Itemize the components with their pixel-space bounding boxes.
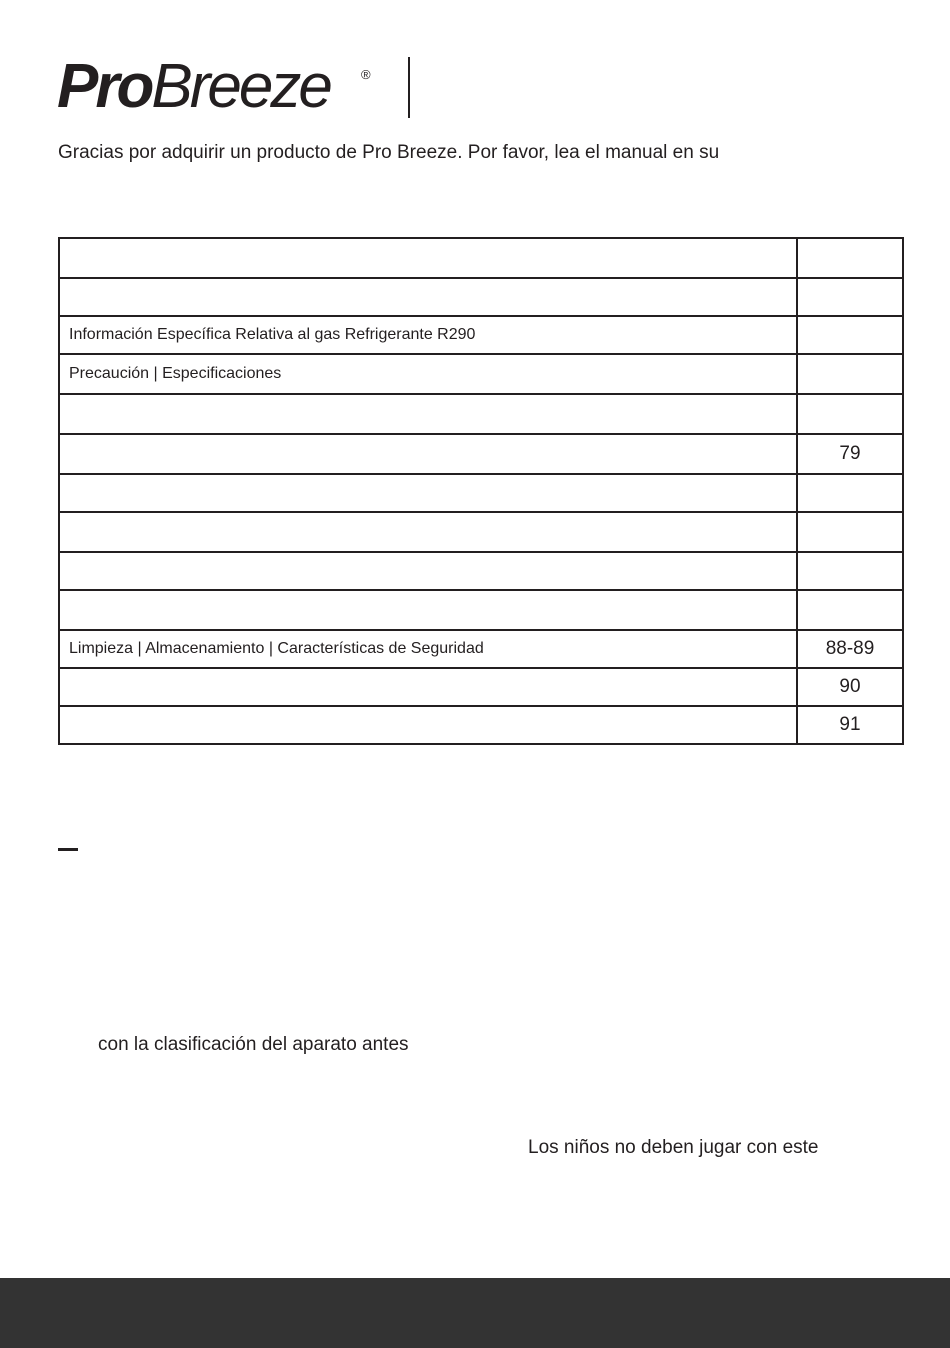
footer-bar — [0, 1278, 950, 1348]
toc-label — [59, 590, 797, 630]
toc-page: 90 — [797, 668, 903, 706]
toc-page — [797, 278, 903, 316]
registered-mark: ® — [361, 67, 371, 82]
toc-page — [797, 316, 903, 354]
toc-page: 88-89 — [797, 630, 903, 668]
toc-row — [59, 552, 903, 590]
toc-page: 79 — [797, 434, 903, 474]
toc-row — [59, 706, 903, 744]
toc-label — [59, 394, 797, 434]
logo-breeze-text: Breeze — [151, 52, 330, 121]
toc-row — [59, 512, 903, 552]
toc-page — [797, 474, 903, 512]
toc-page — [797, 590, 903, 630]
children-warning-text: Los niños no deben jugar con este — [528, 1137, 819, 1158]
toc-label: Precaución | Especificaciones — [59, 354, 797, 394]
toc-row — [59, 630, 903, 668]
toc-page — [797, 394, 903, 434]
toc-row — [59, 238, 903, 278]
toc-page — [797, 238, 903, 278]
toc-page: 91 — [797, 706, 903, 744]
toc-row — [59, 474, 903, 512]
toc-label: Limpieza | Almacenamiento | Características de Seguridad — [59, 630, 797, 668]
toc-row — [59, 316, 903, 354]
toc-label — [59, 512, 797, 552]
toc-row — [59, 434, 903, 474]
section-dash — [58, 848, 78, 851]
probreeze-logo — [57, 52, 371, 122]
table-of-contents — [58, 237, 904, 745]
toc-row — [59, 278, 903, 316]
toc-row — [59, 590, 903, 630]
header-divider — [408, 57, 410, 118]
toc-row — [59, 354, 903, 394]
toc-label — [59, 668, 797, 706]
classification-text: con la clasificación del aparato antes — [98, 1034, 409, 1055]
intro-text: Gracias por adquirir un producto de Pro Breeze. Por favor, lea el manual en su — [58, 142, 720, 163]
toc-label — [59, 474, 797, 512]
toc-row — [59, 394, 903, 434]
toc-page — [797, 552, 903, 590]
toc-label — [59, 706, 797, 744]
toc-label — [59, 238, 797, 278]
toc-page — [797, 512, 903, 552]
logo-pro-text: Pro — [57, 52, 152, 121]
toc-label — [59, 434, 797, 474]
toc-label — [59, 552, 797, 590]
toc-label: Información Específica Relativa al gas Refrigerante R290 — [59, 316, 797, 354]
toc-page — [797, 354, 903, 394]
toc-row — [59, 668, 903, 706]
toc-label — [59, 278, 797, 316]
